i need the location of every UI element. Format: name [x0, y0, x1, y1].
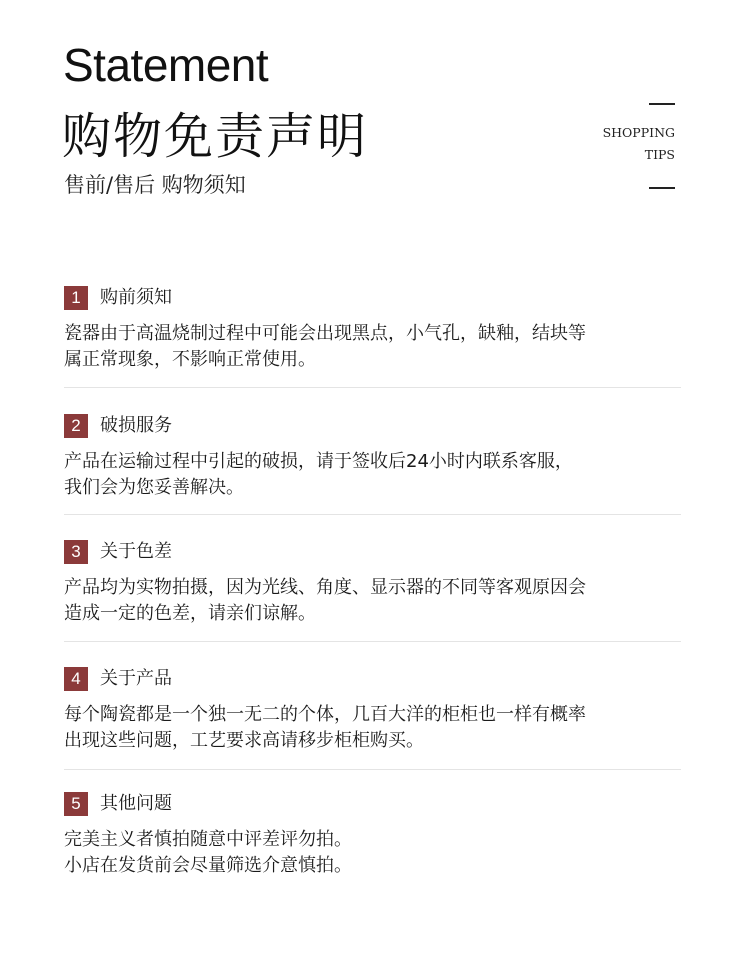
section-body-line: 小店在发货前会尽量筛选介意慎拍。	[64, 855, 352, 876]
section-divider	[64, 514, 681, 515]
section-body-line: 我们会为您妥善解决。	[64, 477, 244, 498]
section-number-badge: 5	[64, 792, 88, 816]
page-subtitle: 售前/售后 购物须知	[64, 173, 246, 197]
section-title: 购前须知	[100, 287, 172, 308]
notice-section-5	[64, 792, 679, 879]
section-body-line: 出现这些问题，工艺要求高请移步柜柜购买。	[64, 730, 424, 751]
tips-top-dash	[649, 103, 675, 105]
header	[0, 0, 750, 230]
section-body-line: 产品在运输过程中引起的破损，请于签收后24小时内联系客服，	[64, 451, 573, 472]
shopping-tips-badge	[590, 96, 675, 192]
page-title-chinese: 购物免责声明	[62, 108, 369, 165]
section-body	[64, 575, 679, 627]
section-body	[64, 321, 679, 373]
section-body	[64, 449, 679, 501]
section-body-line: 属正常现象，不影响正常使用。	[64, 349, 316, 370]
section-title: 关于色差	[100, 541, 172, 562]
section-header	[64, 414, 679, 438]
notice-section-2	[64, 414, 679, 501]
section-title: 关于产品	[100, 668, 172, 689]
section-body-line: 造成一定的色差，请亲们谅解。	[64, 603, 316, 624]
section-divider	[64, 769, 681, 770]
section-header	[64, 286, 679, 310]
section-body-line: 瓷器由于高温烧制过程中可能会出现黑点，小气孔，缺釉，结块等	[64, 323, 586, 344]
section-divider	[64, 641, 681, 642]
section-number-badge: 3	[64, 540, 88, 564]
section-body-line: 产品均为实物拍摄，因为光线、角度、显示器的不同等客观原因会	[64, 577, 586, 598]
section-body-line: 每个陶瓷都是一个独一无二的个体，几百大洋的柜柜也一样有概率	[64, 704, 586, 725]
notice-section-1	[64, 286, 679, 373]
tips-bottom-dash	[649, 187, 675, 189]
notice-section-3	[64, 540, 679, 627]
section-body-line: 完美主义者慎拍随意中评差评勿拍。	[64, 829, 352, 850]
section-header	[64, 540, 679, 564]
tips-line-1: SHOPPING	[602, 125, 675, 140]
section-title: 破损服务	[100, 415, 172, 436]
section-number-badge: 2	[64, 414, 88, 438]
section-number-badge: 4	[64, 667, 88, 691]
page-title-english: Statement	[63, 39, 269, 91]
notice-section-4	[64, 667, 679, 754]
section-body	[64, 827, 679, 879]
section-number-badge: 1	[64, 286, 88, 310]
section-divider	[64, 387, 681, 388]
section-header	[64, 667, 679, 691]
tips-line-2: TIPS	[644, 147, 675, 162]
section-header	[64, 792, 679, 816]
section-body	[64, 702, 679, 754]
section-title: 其他问题	[100, 793, 172, 814]
